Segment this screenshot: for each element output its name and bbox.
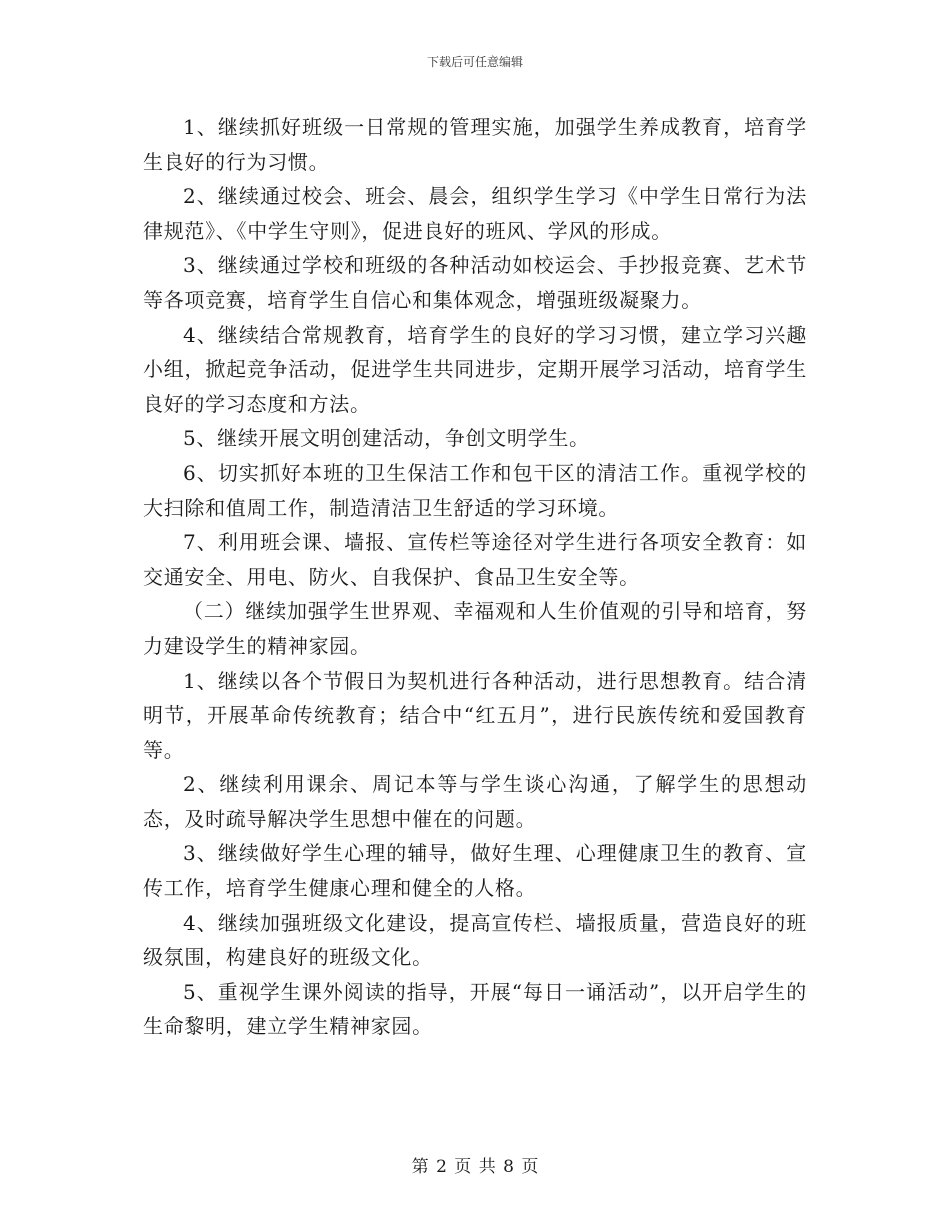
paragraph-item-1: 1、继续抓好班级一日常规的管理实施，加强学生养成教育，培育学生良好的行为习惯。 — [143, 115, 807, 174]
paragraph-item-2: 2、继续通过校会、班会、晨会，组织学生学习《中学生日常行为法律规范》、《中学生守则》，促进良好的班风、学风的形成。 — [143, 184, 807, 243]
paragraph-item-2-3: 3、继续做好学生心理的辅导，做好生理、心理健康卫生的教育、宣传工作，培育学生健康心理和健全的人格。 — [143, 841, 807, 901]
paragraph-item-7: 7、利用班会课、墙报、宣传栏等途径对学生进行各项安全教育：如交通安全、用电、防火、自我保护、食品卫生安全等。 — [143, 530, 807, 589]
page-header: 下载后可任意编辑 — [426, 55, 523, 69]
page-number: 第 2 页 共 8 页 — [411, 1157, 539, 1177]
paragraph-item-2-4: 4、继续加强班级文化建设，提高宣传栏、墙报质量，营造良好的班级氛围，构建良好的班级文化。 — [143, 910, 807, 970]
paragraph-item-2-2: 2、继续利用课余、周记本等与学生谈心沟通，了解学生的思想动态，及时疏导解决学生思想中催在的问题。 — [143, 772, 807, 831]
paragraph-item-2-1: 1、继续以各个节假日为契机进行各种活动，进行思想教育。结合清明节，开展革命传统教育；结合中“红五月”，进行民族传统和爱国教育等。 — [143, 668, 807, 762]
section-heading-2: （二）继续加强学生世界观、幸福观和人生价值观的引导和培育，努力建设学生的精神家园。 — [143, 599, 807, 658]
paragraph-item-6: 6、切实抓好本班的卫生保洁工作和包干区的清洁工作。重视学校的大扫除和值周工作，制造清洁卫生舒适的学习环境。 — [143, 460, 807, 520]
paragraph-item-4: 4、继续结合常规教育，培育学生的良好的学习习惯，建立学习兴趣小组，掀起竞争活动，促进学生共同进步，定期开展学习活动，培育学生良好的学习态度和方法。 — [143, 322, 807, 416]
paragraph-item-2-5: 5、重视学生课外阅读的指导，开展“每日一诵活动”，以开启学生的生命黎明，建立学生精神家园。 — [143, 979, 807, 1039]
paragraph-item-5: 5、继续开展文明创建活动，争创文明学生。 — [183, 426, 590, 451]
paragraph-item-3: 3、继续通过学校和班级的各种活动如校运会、手抄报竞赛、艺术节等各项竞赛，培育学生自信心和集体观念，增强班级凝聚力。 — [143, 253, 807, 312]
document-body — [143, 110, 807, 1044]
